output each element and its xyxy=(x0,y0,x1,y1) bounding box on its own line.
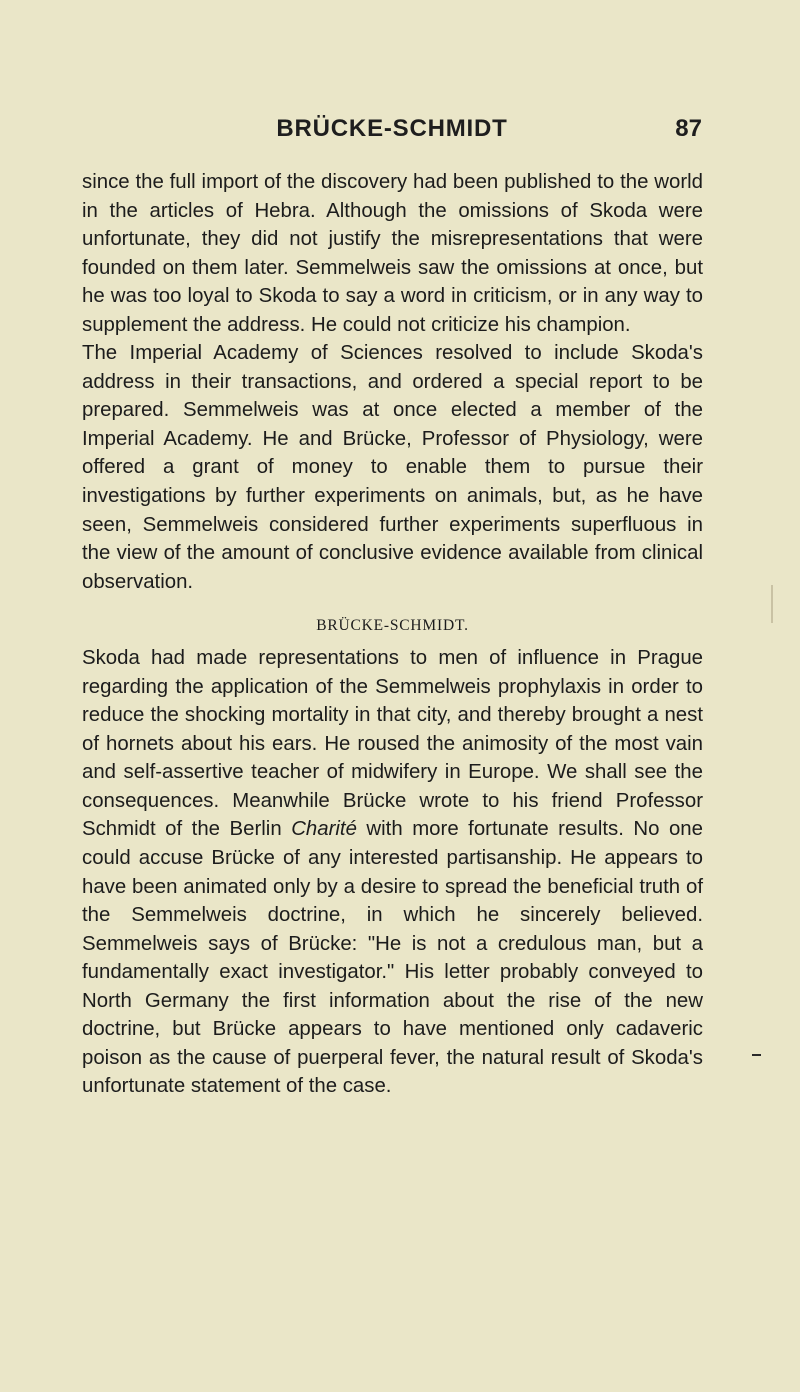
paragraph-3 xyxy=(82,644,703,1101)
page-edge-mark xyxy=(771,585,773,623)
body-text xyxy=(82,168,703,1101)
margin-dash xyxy=(752,1054,761,1056)
section-heading: BRÜCKE-SCHMIDT. xyxy=(316,617,469,635)
charite-italic: Charité xyxy=(291,818,357,841)
paragraph-3-part-2: with more fortunate results. No one could accuse Brücke of any interested partisanship. He appears to have been animated only by a desire to spread the beneficial truth of the Semmelweis doctrine, in which he sincerely believed. Semmelweis says of Brücke: "He is not a credulous man, but a fundamentally exact investigator." His letter probably conveyed to North Germany the first information about the rise of the new doctrine, but Brücke appears to have mentioned only cadaveric poison as the cause of puerperal fever, the natural result of Skoda's unfortunate statement of the case. xyxy=(82,818,703,1098)
paragraph-3-part-1: Skoda had made representations to men of influence in Prague regarding the application of the Semmelweis prophylaxis in order to reduce the shocking mortality in that city, and thereby brought a nest of hornets about his ears. He roused the animosity of the most vain and self-assertive teacher of midwifery in Europe. We shall see the consequences. Meanwhile Brücke wrote to his friend Professor Schmidt of the Berlin xyxy=(82,647,703,841)
paragraph-1: since the full import of the discovery had been published to the world in the articles of Hebra. Although the omissions of Skoda were unfortunate, they did not justify the misrepresentations that were founded on them later. Semmelweis saw the omissions at once, but he was too loyal to Skoda to say a word in criticism, or in any way to supplement the address. He could not criticize his champion. xyxy=(82,171,703,336)
page-header xyxy=(82,115,702,151)
paragraph-2: The Imperial Academy of Sciences resolved to include Skoda's address in their transactions, and ordered a special report to be prepared. Semmelweis was at once elected a member of the Imperial Academy. He and Brücke, Professor of Physiology, were offered a grant of money to enable them to pursue their investigations by further experiments on animals, but, as he have seen, Semmelweis considered further experiments superfluous in the view of the amount of conclusive evidence available from clinical observation. xyxy=(82,342,703,593)
page-number: 87 xyxy=(675,115,702,142)
running-head: BRÜCKE-SCHMIDT xyxy=(276,115,508,142)
